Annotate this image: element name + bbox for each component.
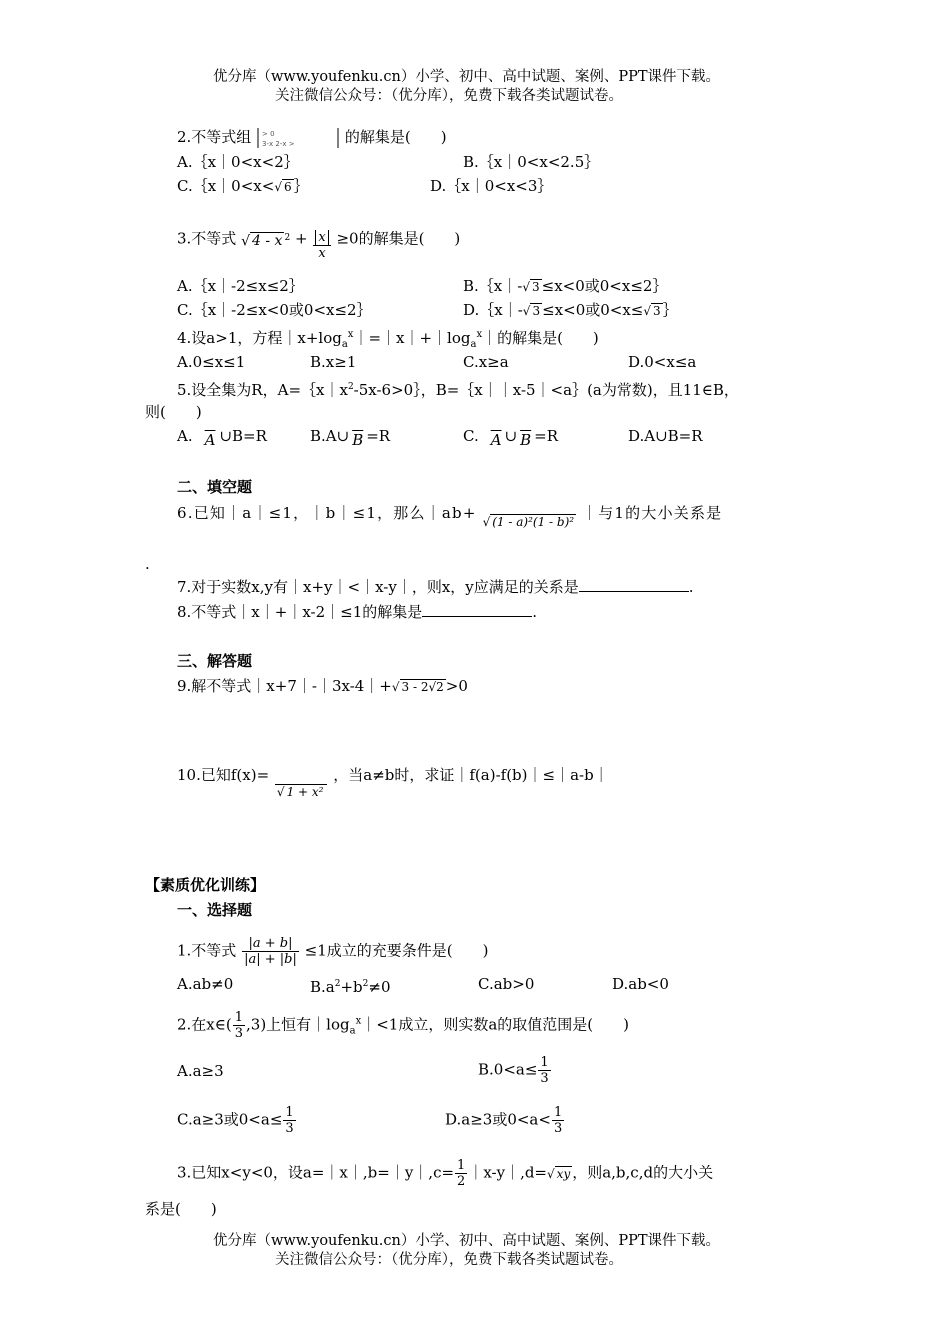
p1-pre: 1.不等式 [177,941,237,960]
q3-post: ≥0的解集是( ) [336,229,461,248]
q5-c-post: =R [534,427,559,445]
q3-sqrt: √ 4 - x $^2$ [241,232,291,250]
q5-a-pre: A. [177,427,193,445]
p2-b-fraction [538,1055,550,1086]
p2-sub-a: a [349,1025,356,1037]
q5-b-set-complement: $\overline{B}$ [352,431,364,449]
q3-d-pre: D.｛x｜- [463,301,523,319]
q3-option-b [463,277,667,296]
q5-c-mid: ∪ [504,427,518,445]
footer-line-2: 关注微信公众号：（优分库），免费下载各类试题试卷。 [275,1252,623,1268]
practice-3-stem [177,1158,713,1189]
q7-text: 7.对于实数x,y有｜x+y｜<｜x-y｜，则x，y应满足的关系是 [177,578,579,596]
q3-b-post: ≤x<0或0<x≤2｝ [541,277,668,295]
question-7 [177,577,694,596]
practice-1-stem [177,936,488,967]
q3-option-a: A.｛x｜-2≤x≤2｝ [177,277,304,295]
q9-radicand: 3 - 2√2 [401,680,444,694]
question-10 [177,752,609,800]
q3-option-c: C.｛x｜-2≤x<0或0<x≤2｝ [177,301,372,319]
q10-fraction [275,770,328,800]
p1-fraction [242,936,299,967]
question-2-stem [177,127,447,149]
practice-2-stem [177,1010,629,1041]
p3-sqrt: √ xy [547,1166,571,1181]
question-6-stem [177,504,723,529]
p2-option-d [445,1105,565,1136]
q2-option-b: B.｛x｜0<x<2.5｝ [463,153,600,171]
p2-option-a: A.a≥3 [177,1062,224,1080]
q10-pre: 10.已知f(x)= [177,766,270,784]
header-line-2: 关注微信公众号：（优分库），免费下载各类试题试卷。 [275,88,623,104]
q4-stem-2: ｜=｜x｜+｜log [353,329,471,347]
p1-post: ≤1成立的充要条件是( ) [304,941,489,960]
q3-b-pre: B.｛x｜- [463,277,523,295]
q4-option-d: D.0<x≤a [628,353,697,371]
p3-fraction [455,1158,467,1189]
q6-tail: . [145,555,150,573]
sqrt-symbol: √ 6 [274,180,292,194]
q5-c-set1-complement: $\overline{A}$ [490,431,502,449]
q4-option-a: A.0≤x≤1 [177,353,246,371]
p2-b-pre: B.0<a≤ [478,1060,538,1079]
p2-option-c [177,1105,297,1136]
q5-option-c [463,427,559,449]
question-5-stem-line-2: 则( ) [145,403,202,421]
p1-option-b [310,975,391,996]
q8-text: 8.不等式｜x｜+｜x-2｜≤1的解集是 [177,603,423,621]
q5-option-a [177,427,267,449]
q10-post: ，当a≠b时，求证｜f(a)-f(b)｜≤｜a-b｜ [333,766,609,784]
q3-d-mid: ≤x<0或0<x≤ [542,301,644,319]
p3-radicand: xy [556,1166,571,1181]
q5-option-b [310,427,391,449]
question-3-stem [177,218,460,261]
q3-fraction [313,230,330,261]
q3-num: x [315,230,328,245]
q9-sqrt: √ 3 - 2√2 [391,680,444,694]
question-8 [177,602,537,621]
p1-option-d: D.ab<0 [612,975,669,993]
p1-den: |a| + |b| [244,952,297,967]
q4-stem-3: ｜的解集是( ) [482,329,599,347]
q4-sub-a: a [341,339,348,350]
question-4-stem [177,326,599,354]
q2-option-c [177,177,309,196]
q5-stem-post: -5x-6>0｝，B=｛x｜｜x-5｜<a｝(a为常数)，且11∈B， [353,381,739,399]
q5-b-post: =R [366,427,391,445]
footer-line-1: 优分库（www.youfenku.cn）小学、初中、高中试题、案例、PPT课件下载。 [213,1233,721,1249]
q9-pre: 9.解不等式｜x+7｜-｜3x-4｜+ [177,677,392,695]
p2-b-num: 1 [540,1055,549,1070]
q5-a-post: ∪B=R [219,427,267,445]
q3-den: x [318,246,326,261]
q3-b-radicand: 3 [531,280,540,294]
p1-b-mid: +b [340,978,363,996]
q5-a-set-complement: $\overline{A}$ [204,431,216,449]
p1-b-sup1: 2 [334,979,341,989]
sqrt-symbol: √ 3 [522,280,540,294]
q9-post: >0 [445,677,468,695]
q3-pre: 3.不等式 [177,229,237,248]
p1-b-pre: B.a [310,978,335,996]
section-quality-training-title: 【素质优化训练】 [145,876,266,894]
p1-b-sup2: 2 [362,979,369,989]
p2-d-pre: D.a≥3或0<a< [445,1110,551,1129]
q4-stem-1: 4.设a>1，方程｜x+log [177,329,342,347]
q6-post: ｜与1的大小关系是 [582,504,723,522]
q8-answer-blank[interactable] [422,602,532,617]
header-line-1: 优分库（www.youfenku.cn）小学、初中、高中试题、案例、PPT课件下载。 [213,69,721,85]
p2-c-den: 3 [285,1121,294,1136]
p2-d-den: 3 [553,1121,563,1136]
question-9 [177,677,468,696]
p2-c-num: 1 [285,1105,294,1120]
q2-post: 的解集是( ) [344,128,447,146]
q2-option-d: D.｛x｜0<x<3｝ [430,177,553,195]
q2-option-a: A.｛x｜0<x<2｝ [177,153,299,171]
p2-den: 3 [234,1026,244,1041]
p3-num: 1 [457,1158,466,1173]
q5-c-set2-complement: $\overline{B}$ [520,431,532,449]
q4-option-b: B.x≥1 [310,353,357,371]
question-5-stem [177,378,739,399]
inequality-system-image [256,127,340,149]
p2-num: 1 [234,1010,244,1025]
svg-text:3-x 2-x >: 3-x 2-x > [262,140,295,148]
q2-c-radicand: 6 [283,180,292,194]
p2-option-b [478,1055,552,1086]
p3-post: ，则a,b,c,d的大小关 [572,1163,714,1182]
q5-c-pre: C. [463,427,479,445]
p2-mid: ,3)上恒有｜log [246,1015,350,1034]
p1-b-post: ≠0 [368,978,391,996]
p2-post: ｜<1成立，则实数a的取值范围是( ) [361,1015,629,1034]
q3-d-radicand-1: 3 [532,304,541,318]
section-fill-in-title: 二、填空题 [177,478,253,496]
p2-fraction [233,1010,245,1041]
q6-radicand: (1 - a)²(1 - b)² [492,515,575,529]
p3-pre: 3.已知x<y<0，设a=｜x｜,b=｜y｜,c= [177,1163,455,1182]
q7-answer-blank[interactable] [579,577,689,592]
practice-3-stem-line-2: 系是( ) [145,1200,217,1218]
p2-sup-x: x [355,1015,362,1027]
q2-c-post: ｝ [293,177,309,195]
p3-den: 2 [457,1174,466,1189]
q3-d-post: ｝ [662,301,678,319]
q4-sub-a-2: a [470,339,477,350]
section-choice-title: 一、选择题 [177,901,253,919]
q4-option-c: C.x≥a [463,353,509,371]
p2-c-fraction [283,1105,295,1136]
q5-sup: 2 [347,382,354,392]
q6-sqrt: √ (1 - a)²(1 - b)² [482,515,575,529]
sqrt-symbol: √ 3 [643,304,661,318]
q5-option-d: D.A∪B=R [628,427,703,445]
q2-pre: 2.不等式组 [177,128,252,146]
p2-b-den: 3 [540,1071,549,1086]
p1-option-c: C.ab>0 [478,975,535,993]
q3-radicand: 4 - x [252,233,283,250]
q7-end: . [688,578,694,596]
q4-sup-x: x [347,329,354,340]
p2-d-num: 1 [553,1105,563,1120]
q5-b-pre: B.A∪ [310,427,350,445]
q10-radicand: 1 + x² [286,785,324,799]
sqrt-symbol: √ 3 [522,304,541,318]
section-solve-title: 三、解答题 [177,652,253,670]
p3-mid: ｜x-y｜,d= [468,1163,548,1182]
p1-option-a: A.ab≠0 [177,975,234,993]
q2-c-pre: C.｛x｜0<x< [177,177,275,195]
p2-pre: 2.在x∈( [177,1015,232,1034]
p2-c-pre: C.a≥3或0<a≤ [177,1110,283,1129]
q3-d-radicand-2: 3 [653,304,661,318]
svg-text:> 0: > 0 [262,130,275,138]
q8-end: . [532,603,538,621]
q6-pre: 6.已知｜a｜≤1，｜b｜≤1，那么｜ab+ [177,504,477,522]
sqrt-symbol: √ 1 + x² [276,785,324,799]
q4-sup-x-2: x [476,329,483,340]
q5-stem-pre: 5.设全集为R，A=｛x｜x [177,381,348,399]
p2-d-fraction [552,1105,564,1136]
q3-option-d [463,301,678,320]
p1-num: |a + b| [242,936,299,952]
q3-plus: + [294,229,308,248]
